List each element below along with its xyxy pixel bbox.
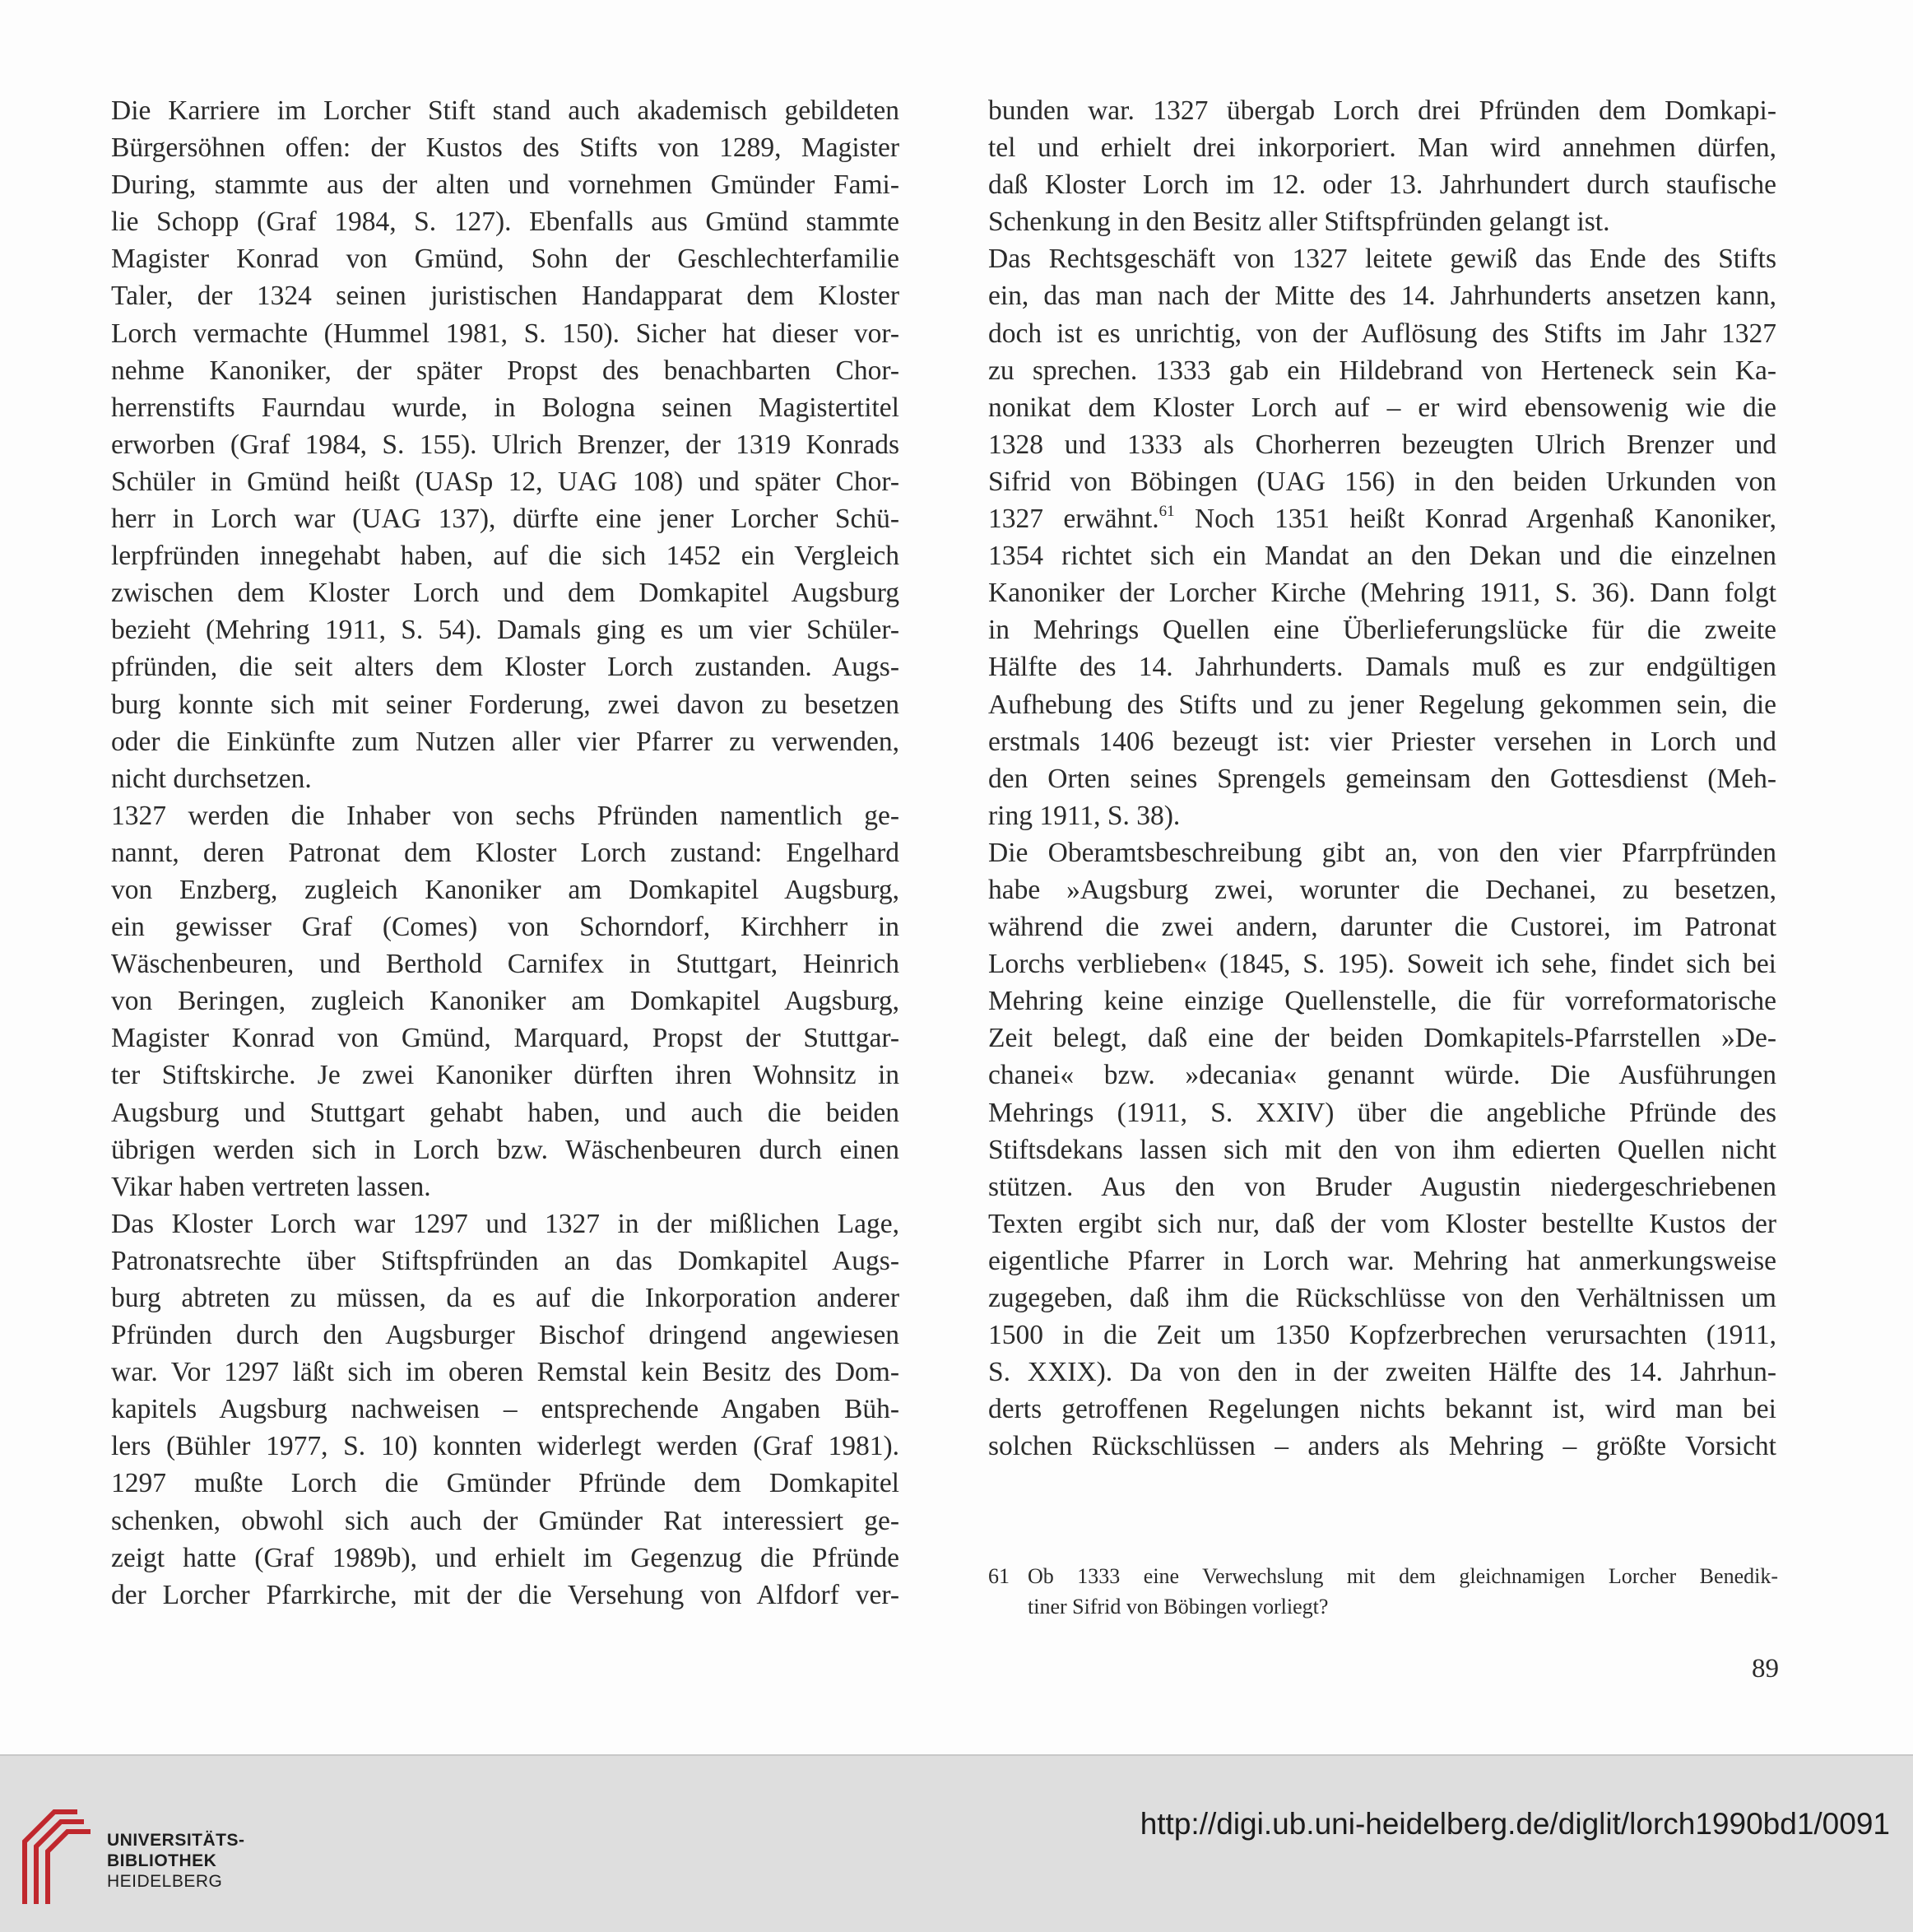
text-line: Schenkung in den Besitz aller Stiftspfründen gelangt ist. [988,207,1610,238]
text-line: solchen Rückschlüssen – anders als Mehring – größte Vorsicht [988,1431,1776,1462]
text-line: Aufhebung des Stifts und zu jener Regelung gekommen sein, die [988,689,1776,720]
text-line: Lorch vermachte (Hummel 1981, S. 150). Sicher hat dieser vor- [111,318,899,349]
text-line: 1327 erwähnt.$^{61}$ Noch 1351 heißt Konrad Argenhaß Kanoniker, [988,502,1776,535]
text-line: Augsburg und Stuttgart gehabt haben, und auch die beiden [111,1097,899,1128]
text-line: Die Karriere im Lorcher Stift stand auch akademisch gebildeten [111,95,899,126]
text-line: Schüler in Gmünd heißt (UASp 12, UAG 108) und später Chor- [111,466,899,497]
logo-line: BIBLIOTHEK [107,1851,217,1870]
text-fragment: Noch 1351 heißt Konrad Argenhaß Kanoniker, [1174,504,1776,535]
right-text-column [988,92,1776,1465]
text-line: der Lorcher Pfarrkirche, mit der die Versehung von Alfdorf ver- [111,1579,899,1610]
text-line: zeigt hatte (Graf 1989b), und erhielt im Gegenzug die Pfründe [111,1542,899,1573]
text-line: nehme Kanoniker, der später Propst des benachbarten Chor- [111,355,899,386]
text-line: doch ist es unrichtig, von der Auflösung des Stifts im Jahr 1327 [988,318,1776,349]
text-line: daß Kloster Lorch im 12. oder 13. Jahrhundert durch staufische [988,170,1776,201]
text-line: 1500 in die Zeit um 1350 Kopfzerbrechen verursachten (1911, [988,1320,1776,1351]
text-line: derts getroffenen Regelungen nichts bekannt ist, wird man bei [988,1394,1776,1425]
text-line: Texten ergibt sich nur, daß der vom Kloster bestellte Kustos der [988,1208,1776,1239]
text-line: stützen. Aus den von Bruder Augustin niedergeschriebenen [988,1171,1776,1202]
text-line: Mehrings (1911, S. XXIV) über die angebliche Pfründe des [988,1097,1776,1128]
logo-line: UNIVERSITÄTS- [107,1831,245,1850]
text-line: Vikar haben vertreten lassen. [111,1171,431,1202]
page-number: 89 [1752,1654,1779,1684]
text-line: zwischen dem Kloster Lorch und dem Domkapitel Augsburg [111,578,899,609]
text-line: ring 1911, S. 38). [988,800,1181,831]
text-line: Bürgersöhnen offen: der Kustos des Stifts von 1289, Magister [111,132,899,164]
text-line: Das Rechtsgeschäft von 1327 leitete gewiß das Ende des Stifts [988,244,1776,275]
text-line: ter Stiftskirche. Je zwei Kanoniker dürften ihren Wohnsitz in [111,1060,899,1091]
text-line: Lorchs verblieben« (1845, S. 195). Soweit ich sehe, findet sich bei [988,949,1776,980]
text-line: den Orten seines Sprengels gemeinsam den Gottesdienst (Meh- [988,763,1776,794]
text-line: Die Oberamtsbeschreibung gibt an, von den vier Pfarrpfründen [988,837,1776,868]
text-line: pfründen, die seit alters dem Kloster Lorch zustanden. Augs- [111,652,899,683]
text-line: ein, das man nach der Mitte des 14. Jahrhunderts ansetzen kann, [988,281,1776,312]
text-line: lerpfründen innegehabt haben, auf die sich 1452 ein Vergleich [111,541,899,572]
text-line: zu sprechen. 1333 gab ein Hildebrand von Herteneck sein Ka- [988,355,1776,386]
text-line: Sifrid von Böbingen (UAG 156) in den beiden Urkunden von [988,466,1776,497]
footnote-61 [988,1561,1778,1622]
text-line: habe »Augsburg zwei, worunter die Dechanei, zu besetzen, [988,874,1776,905]
text-line: lers (Bühler 1977, S. 10) konnten widerlegt werden (Graf 1981). [111,1431,899,1462]
text-line: von Beringen, zugleich Kanoniker am Domkapitel Augsburg, [111,986,899,1017]
text-line: Patronatsrechte über Stiftspfründen an das Domkapitel Augs- [111,1245,899,1276]
text-line: 1328 und 1333 als Chorherren bezeugten Ulrich Brenzer und [988,429,1776,460]
text-line: Das Kloster Lorch war 1297 und 1327 in der mißlichen Lage, [111,1208,899,1239]
text-line: lie Schopp (Graf 1984, S. 127). Ebenfalls aus Gmünd stammte [111,207,899,238]
text-line: eigentliche Pfarrer in Lorch war. Mehring hat anmerkungsweise [988,1245,1776,1276]
text-line: Wäschenbeuren, und Berthold Carnifex in Stuttgart, Heinrich [111,949,899,980]
source-url-link[interactable]: http://digi.ub.uni-heidelberg.de/diglit/lorch1990bd1/0091 [1140,1807,1890,1841]
text-line: war. Vor 1297 läßt sich im oberen Remstal kein Besitz des Dom- [111,1357,899,1388]
text-line: bunden war. 1327 übergab Lorch drei Pfründen dem Domkapi- [988,95,1776,126]
text-line: nannt, deren Patronat dem Kloster Lorch zustand: Engelhard [111,837,899,868]
text-line: Kanoniker der Lorcher Kirche (Mehring 1911, S. 36). Dann folgt [988,578,1776,609]
text-line: herr in Lorch war (UAG 137), dürfte eine jener Lorcher Schü- [111,504,899,535]
text-line: bezieht (Mehring 1911, S. 54). Damals ging es um vier Schüler- [111,615,899,646]
text-line: 1327 werden die Inhaber von sechs Pfründen namentlich ge- [111,800,899,831]
text-line: nonikat dem Kloster Lorch auf – er wird ebensowenig wie die [988,392,1776,423]
text-line: Mehring keine einzige Quellenstelle, die für vorreformatorische [988,986,1776,1017]
text-line: in Mehrings Quellen eine Überlieferungslücke für die zweite [988,615,1776,646]
text-line: 1297 mußte Lorch die Gmünder Pfründe dem Domkapitel [111,1468,899,1499]
footnote-reference[interactable]: 61 [1158,502,1175,520]
footnote-line: Ob 1333 eine Verwechslung mit dem gleichnamigen Lorcher Benedik- [1028,1564,1778,1588]
footnote-line: tiner Sifrid von Böbingen vorliegt? [1028,1595,1329,1619]
logo-line: HEIDELBERG [107,1872,223,1891]
library-footer [0,1754,1913,1932]
text-line: tel und erhielt drei inkorporiert. Man wird annehmen dürfen, [988,132,1776,164]
text-line: schenken, obwohl sich auch der Gmünder Rat interessiert ge- [111,1505,899,1536]
text-line: burg konnte sich mit seiner Forderung, zwei davon zu besetzen [111,689,899,720]
text-line: erworben (Graf 1984, S. 155). Ulrich Brenzer, der 1319 Konrads [111,429,899,460]
text-line: 1354 richtet sich ein Mandat an den Dekan und die einzelnen [988,541,1776,572]
text-line: chanei« bzw. »decania« genannt würde. Die Ausführungen [988,1060,1776,1091]
text-line: zugegeben, daß ihm die Rückschlüsse von den Verhältnissen um [988,1283,1776,1313]
text-line: Magister Konrad von Gmünd, Sohn der Geschlechterfamilie [111,244,899,275]
text-line: Pfründen durch den Augsburger Bischof dringend angewiesen [111,1320,899,1351]
left-text-column [111,92,899,1614]
text-line: During, stammte aus der alten und vornehmen Gmünder Fami- [111,170,899,201]
text-line: Stiftsdekans lassen sich mit den von ihm edierten Quellen nicht [988,1134,1776,1165]
text-line: Hälfte des 14. Jahrhunderts. Damals muß es zur endgültigen [988,652,1776,683]
library-logo-text [107,1830,245,1892]
text-line: erstmals 1406 bezeugt ist: vier Priester versehen in Lorch und [988,726,1776,757]
text-line: Magister Konrad von Gmünd, Marquard, Propst der Stuttgar- [111,1023,899,1054]
text-line: von Enzberg, zugleich Kanoniker am Domkapitel Augsburg, [111,874,899,905]
text-line: ein gewisser Graf (Comes) von Schorndorf, Kirchherr in [111,912,899,943]
text-line: kapitels Augsburg nachweisen – entsprechende Angaben Büh- [111,1394,899,1425]
text-line: S. XXIX). Da von den in der zweiten Hälfte des 14. Jahrhun- [988,1357,1776,1388]
text-line: während die zwei andern, darunter die Custorei, im Patronat [988,912,1776,943]
text-line: übrigen werden sich in Lorch bzw. Wäschenbeuren durch einen [111,1134,899,1165]
footnote-number: 61 [988,1564,1010,1588]
text-line: burg abtreten zu müssen, da es auf die Inkorporation anderer [111,1283,899,1313]
text-line: oder die Einkünfte zum Nutzen aller vier Pfarrer zu verwenden, [111,726,899,757]
text-line: Zeit belegt, daß eine der beiden Domkapitels-Pfarrstellen »De- [988,1023,1776,1054]
text-line: nicht durchsetzen. [111,763,312,794]
text-line: herrenstifts Faurndau wurde, in Bologna seinen Magistertitel [111,392,899,423]
text-line: Taler, der 1324 seinen juristischen Handapparat dem Kloster [111,281,899,312]
library-logo-icon [18,1809,92,1906]
